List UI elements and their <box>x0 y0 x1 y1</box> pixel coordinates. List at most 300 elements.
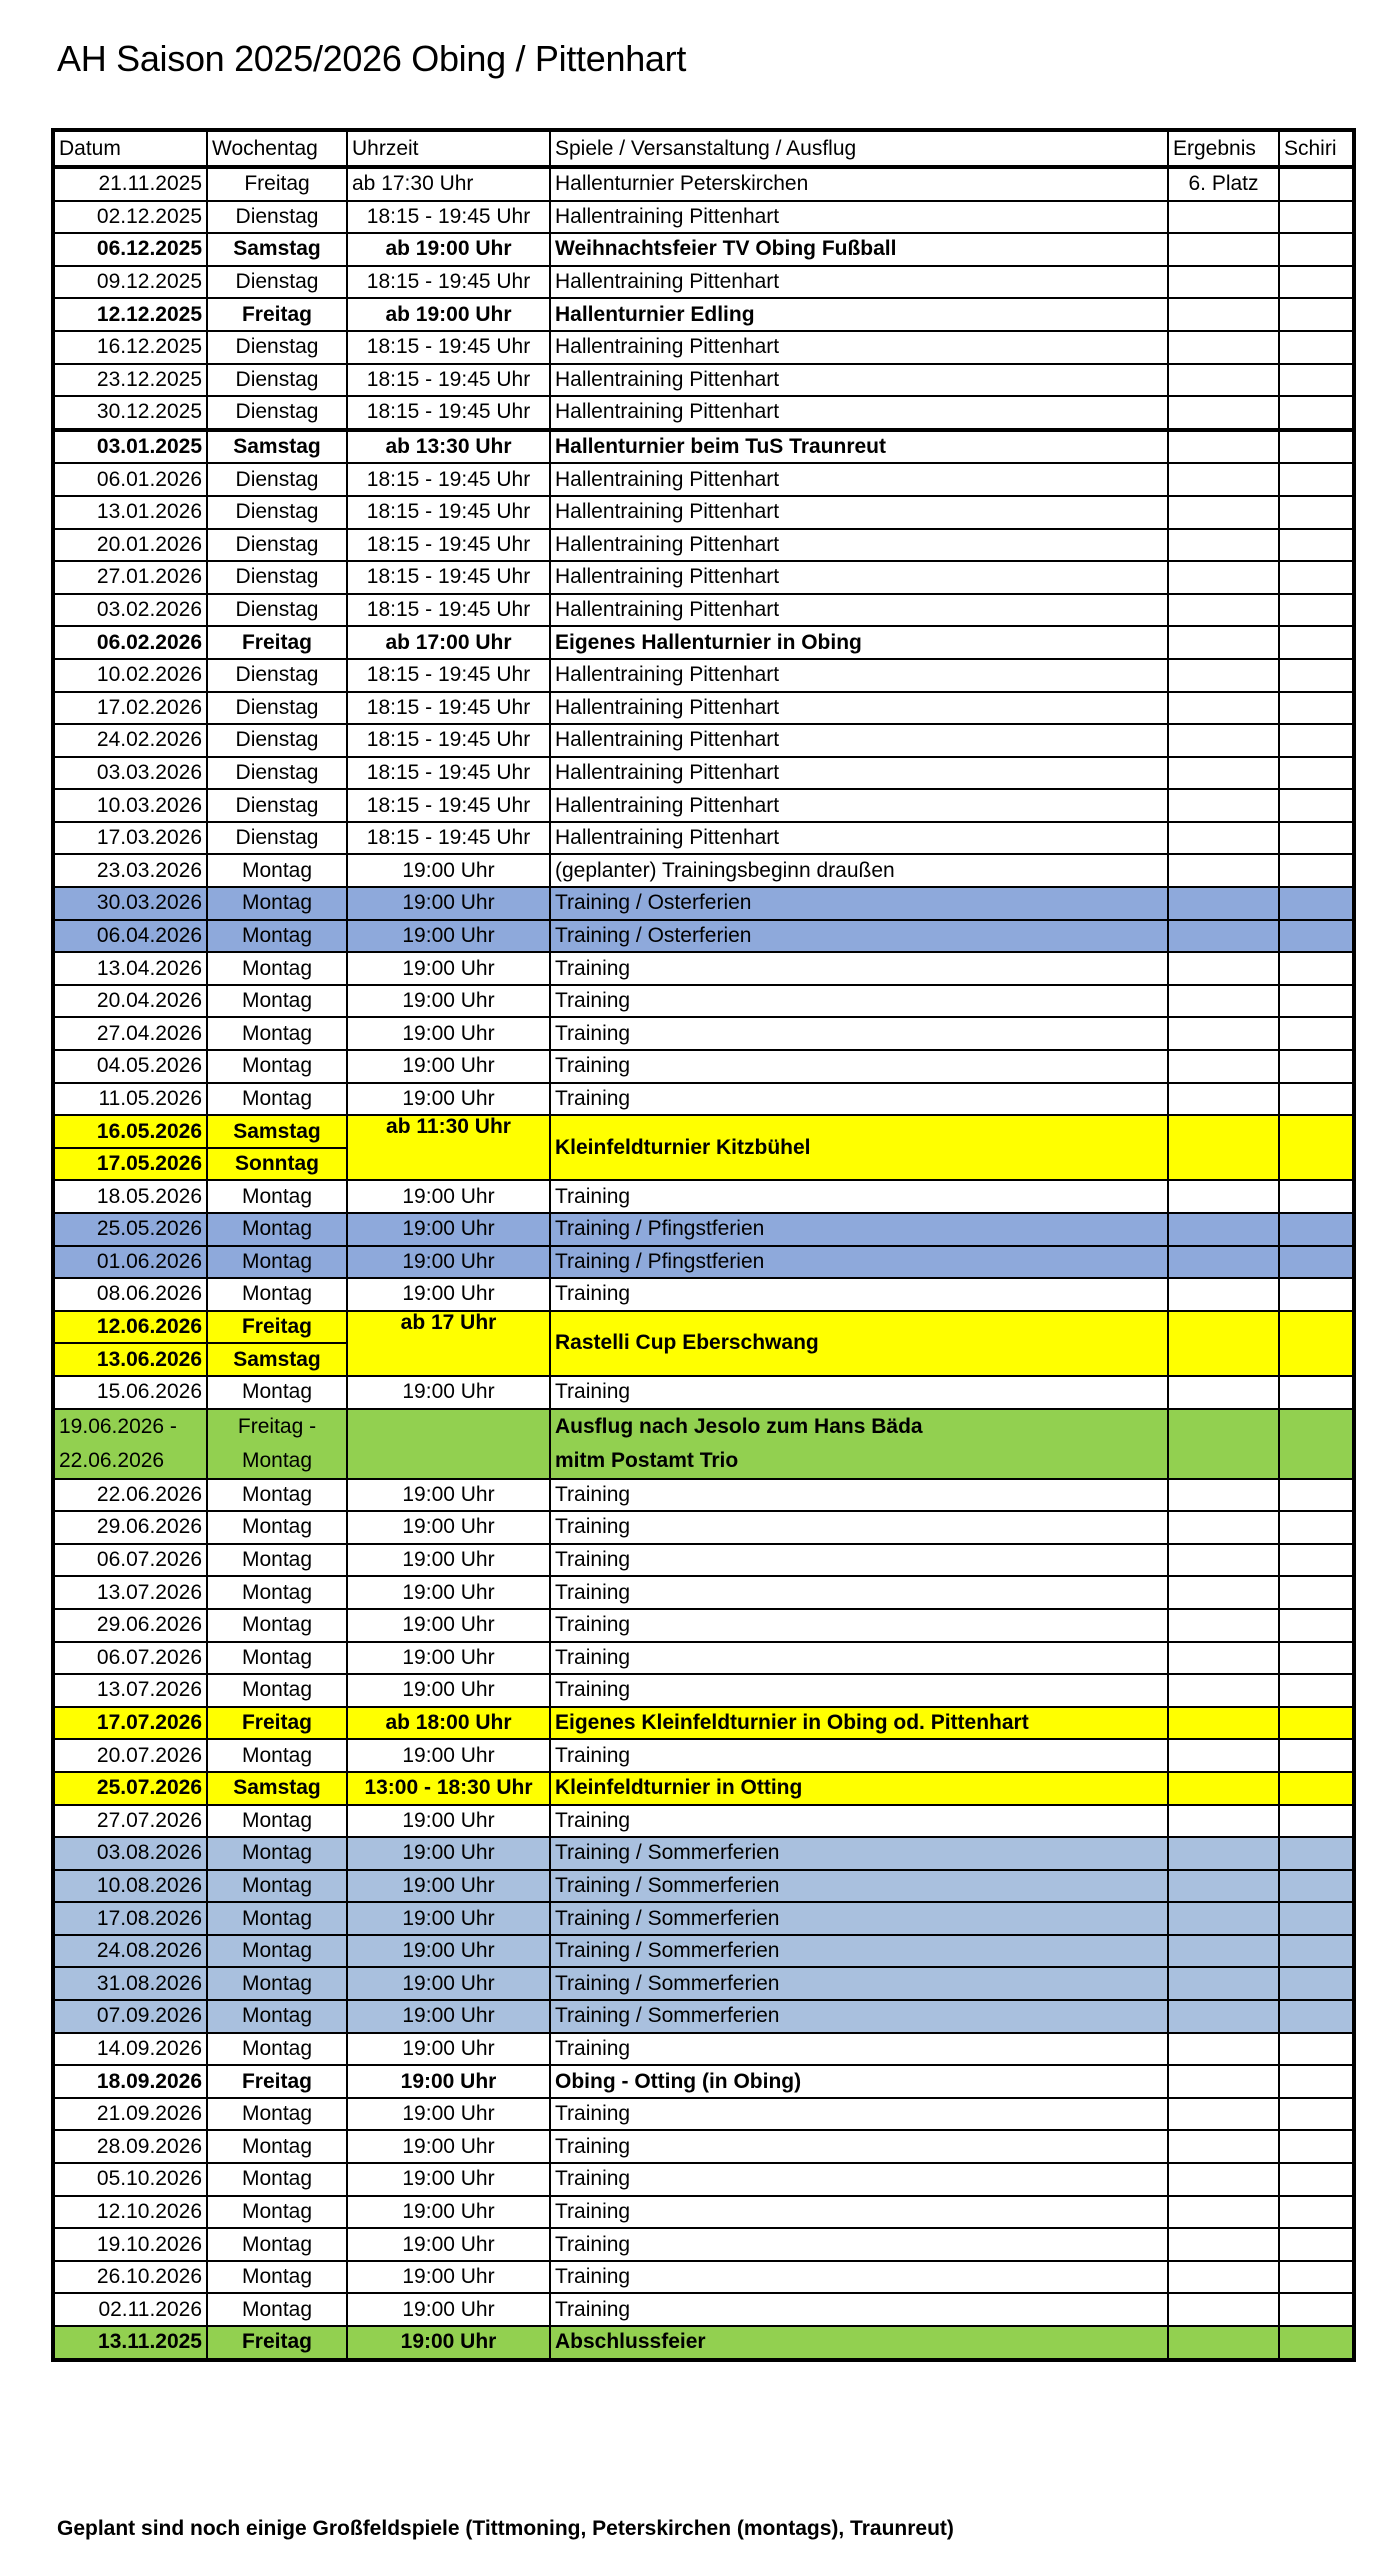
cell-schiri[interactable] <box>1279 1544 1354 1577</box>
cell-wochentag: Dienstag <box>207 692 347 725</box>
cell-datum: 17.07.2026 <box>53 1707 207 1740</box>
table-row <box>53 789 1354 822</box>
cell-ergebnis[interactable] <box>1168 1576 1279 1609</box>
cell-wochentag: Freitag <box>207 1707 347 1740</box>
cell-datum: 16.05.2026 <box>53 1115 207 1148</box>
cell-schiri[interactable] <box>1279 1674 1354 1707</box>
cell-uhrzeit: 19:00 Uhr <box>347 1739 550 1772</box>
cell-wochentag: Montag <box>207 2098 347 2131</box>
table-row <box>53 887 1354 920</box>
cell-ergebnis[interactable] <box>1168 2326 1279 2360</box>
cell-wochentag: Dienstag <box>207 594 347 627</box>
cell-spiele: Hallentraining Pittenhart <box>550 561 1168 594</box>
cell-schiri[interactable] <box>1279 822 1354 855</box>
cell-ergebnis[interactable] <box>1168 1278 1279 1311</box>
table-row <box>53 1511 1354 1544</box>
cell-schiri[interactable] <box>1279 1902 1354 1935</box>
cell-ergebnis[interactable] <box>1168 201 1279 234</box>
cell-schiri[interactable] <box>1279 1409 1354 1479</box>
cell-ergebnis[interactable] <box>1168 659 1279 692</box>
cell-spiele: Training <box>550 2033 1168 2066</box>
cell-ergebnis[interactable] <box>1168 1180 1279 1213</box>
cell-wochentag: Montag <box>207 1967 347 2000</box>
cell-spiele: Hallenturnier beim TuS Traunreut <box>550 430 1168 464</box>
cell-uhrzeit: 19:00 Uhr <box>347 2000 550 2033</box>
cell-ergebnis[interactable] <box>1168 364 1279 397</box>
table-row <box>53 1609 1354 1642</box>
cell-ergebnis[interactable] <box>1168 331 1279 364</box>
cell-wochentag: Samstag <box>207 1115 347 1148</box>
cell-datum: 17.02.2026 <box>53 692 207 725</box>
cell-schiri[interactable] <box>1279 1017 1354 1050</box>
cell-ergebnis[interactable] <box>1168 1772 1279 1805</box>
cell-datum: 12.10.2026 <box>53 2196 207 2229</box>
cell-uhrzeit: ab 18:00 Uhr <box>347 1707 550 1740</box>
cell-schiri[interactable] <box>1279 1935 1354 1968</box>
cell-datum: 03.03.2026 <box>53 757 207 790</box>
cell-ergebnis[interactable] <box>1168 822 1279 855</box>
table-row <box>53 1902 1354 1935</box>
table-row <box>53 659 1354 692</box>
cell-datum: 12.12.2025 <box>53 298 207 331</box>
cell-spiele: Training <box>550 2261 1168 2294</box>
cell-schiri[interactable] <box>1279 724 1354 757</box>
table-row <box>53 985 1354 1018</box>
date-to: 22.06.2026 <box>59 1448 165 1472</box>
cell-ergebnis[interactable] <box>1168 233 1279 266</box>
cell-ergebnis[interactable] <box>1168 1479 1279 1512</box>
cell-datum: 21.09.2026 <box>53 2098 207 2131</box>
weekday-to: Montag <box>241 1448 313 1472</box>
cell-ergebnis[interactable] <box>1168 985 1279 1018</box>
cell-schiri[interactable] <box>1279 1180 1354 1213</box>
cell-datum: 13.04.2026 <box>53 952 207 985</box>
cell-schiri[interactable] <box>1279 757 1354 790</box>
cell-uhrzeit: 18:15 - 19:45 Uhr <box>347 724 550 757</box>
table-row <box>53 952 1354 985</box>
cell-wochentag: Montag <box>207 1837 347 1870</box>
cell-wochentag: Freitag <box>207 626 347 659</box>
cell-uhrzeit: 19:00 Uhr <box>347 1837 550 1870</box>
cell-spiele: Training <box>550 985 1168 1018</box>
cell-schiri[interactable] <box>1279 1805 1354 1838</box>
cell-datum: 28.09.2026 <box>53 2130 207 2163</box>
table-row <box>53 1376 1354 1409</box>
cell-schiri[interactable] <box>1279 2326 1354 2360</box>
cell-schiri[interactable] <box>1279 985 1354 1018</box>
cell-datum: 20.07.2026 <box>53 1739 207 1772</box>
cell-datum: 09.12.2025 <box>53 266 207 299</box>
cell-uhrzeit: 18:15 - 19:45 Uhr <box>347 822 550 855</box>
cell-schiri[interactable] <box>1279 1246 1354 1279</box>
cell-ergebnis[interactable] <box>1168 1609 1279 1642</box>
cell-ergebnis[interactable] <box>1168 298 1279 331</box>
cell-schiri[interactable] <box>1279 854 1354 887</box>
cell-schiri[interactable] <box>1279 1115 1354 1180</box>
cell-schiri[interactable] <box>1279 1870 1354 1903</box>
cell-uhrzeit: 19:00 Uhr <box>347 2065 550 2098</box>
cell-ergebnis[interactable] <box>1168 594 1279 627</box>
cell-spiele: Kleinfeldturnier in Otting <box>550 1772 1168 1805</box>
cell-ergebnis[interactable] <box>1168 2293 1279 2326</box>
cell-datum: 22.06.2026 <box>53 1479 207 1512</box>
cell-schiri[interactable] <box>1279 1739 1354 1772</box>
table-row <box>53 396 1354 430</box>
cell-schiri[interactable] <box>1279 2065 1354 2098</box>
cell-wochentag: Montag <box>207 1479 347 1512</box>
cell-datum: 20.01.2026 <box>53 529 207 562</box>
cell-schiri[interactable] <box>1279 659 1354 692</box>
cell-ergebnis[interactable] <box>1168 1739 1279 1772</box>
cell-ergebnis[interactable] <box>1168 1115 1279 1180</box>
cell-wochentag: Montag <box>207 1576 347 1609</box>
cell-schiri[interactable] <box>1279 1376 1354 1409</box>
cell-schiri[interactable] <box>1279 952 1354 985</box>
table-row <box>53 2098 1354 2131</box>
cell-ergebnis[interactable] <box>1168 1511 1279 1544</box>
cell-schiri[interactable] <box>1279 626 1354 659</box>
table-row <box>53 2326 1354 2360</box>
header-wochentag: Wochentag <box>207 130 347 167</box>
header-schiri: Schiri <box>1279 130 1354 167</box>
cell-schiri[interactable] <box>1279 2033 1354 2066</box>
cell-schiri[interactable] <box>1279 1213 1354 1246</box>
cell-spiele: Obing - Otting (in Obing) <box>550 2065 1168 2098</box>
table-row <box>53 1739 1354 1772</box>
cell-spiele: Training / Pfingstferien <box>550 1213 1168 1246</box>
cell-uhrzeit: 19:00 Uhr <box>347 920 550 953</box>
cell-schiri[interactable] <box>1279 887 1354 920</box>
cell-datum: 30.03.2026 <box>53 887 207 920</box>
cell-spiele: Training <box>550 2196 1168 2229</box>
cell-schiri[interactable] <box>1279 1772 1354 1805</box>
cell-datum: 20.04.2026 <box>53 985 207 1018</box>
cell-ergebnis[interactable] <box>1168 2261 1279 2294</box>
table-row <box>53 1180 1354 1213</box>
table-row <box>53 1479 1354 1512</box>
cell-datum: 19.10.2026 <box>53 2228 207 2261</box>
cell-uhrzeit: 19:00 Uhr <box>347 1805 550 1838</box>
planning-note: Geplant sind noch einige Großfeldspiele (Tittmoning, Peterskirchen (montags), Traunreut) <box>57 2517 954 2540</box>
cell-schiri[interactable] <box>1279 331 1354 364</box>
cell-uhrzeit: ab 19:00 Uhr <box>347 298 550 331</box>
cell-ergebnis[interactable] <box>1168 1902 1279 1935</box>
cell-ergebnis[interactable] <box>1168 1837 1279 1870</box>
cell-datum: 15.06.2026 <box>53 1376 207 1409</box>
cell-spiele: Training / Osterferien <box>550 887 1168 920</box>
cell-ergebnis[interactable] <box>1168 1376 1279 1409</box>
cell-datum: 11.05.2026 <box>53 1083 207 1116</box>
cell-spiele: (geplanter) Trainingsbeginn draußen <box>550 854 1168 887</box>
cell-wochentag: Montag <box>207 1050 347 1083</box>
cell-uhrzeit: ab 17:00 Uhr <box>347 626 550 659</box>
cell-spiele: Hallenturnier Edling <box>550 298 1168 331</box>
cell-ergebnis[interactable] <box>1168 626 1279 659</box>
cell-schiri[interactable] <box>1279 692 1354 725</box>
cell-uhrzeit: 19:00 Uhr <box>347 1967 550 2000</box>
table-row <box>53 364 1354 397</box>
cell-ergebnis[interactable] <box>1168 1870 1279 1903</box>
cell-schiri[interactable] <box>1279 1511 1354 1544</box>
cell-uhrzeit: 19:00 Uhr <box>347 952 550 985</box>
cell-uhrzeit: 19:00 Uhr <box>347 854 550 887</box>
cell-ergebnis[interactable] <box>1168 887 1279 920</box>
cell-schiri[interactable] <box>1279 1050 1354 1083</box>
cell-ergebnis[interactable] <box>1168 396 1279 430</box>
cell-ergebnis[interactable] <box>1168 1050 1279 1083</box>
cell-schiri[interactable] <box>1279 233 1354 266</box>
cell-uhrzeit: 19:00 Uhr <box>347 1083 550 1116</box>
cell-ergebnis[interactable] <box>1168 1213 1279 1246</box>
cell-schiri[interactable] <box>1279 2098 1354 2131</box>
table-row <box>53 1311 1354 1344</box>
cell-uhrzeit: 19:00 Uhr <box>347 1213 550 1246</box>
cell-datum: 24.08.2026 <box>53 1935 207 1968</box>
cell-schiri[interactable] <box>1279 167 1354 201</box>
cell-schiri[interactable] <box>1279 364 1354 397</box>
cell-ergebnis[interactable] <box>1168 920 1279 953</box>
cell-spiele: Training <box>550 1376 1168 1409</box>
cell-schiri[interactable] <box>1279 2196 1354 2229</box>
cell-schiri[interactable] <box>1279 2000 1354 2033</box>
cell-ergebnis[interactable] <box>1168 952 1279 985</box>
page-title: AH Saison 2025/2026 Obing / Pittenhart <box>57 38 687 79</box>
cell-ergebnis[interactable] <box>1168 1409 1279 1479</box>
cell-ergebnis[interactable] <box>1168 789 1279 822</box>
cell-uhrzeit: 18:15 - 19:45 Uhr <box>347 463 550 496</box>
cell-spiele: Training <box>550 1180 1168 1213</box>
cell-schiri[interactable] <box>1279 430 1354 464</box>
cell-datum: 05.10.2026 <box>53 2163 207 2196</box>
cell-wochentag: Montag <box>207 1739 347 1772</box>
cell-datum: 01.06.2026 <box>53 1246 207 1279</box>
cell-uhrzeit: 19:00 Uhr <box>347 1511 550 1544</box>
cell-spiele: Hallentraining Pittenhart <box>550 463 1168 496</box>
cell-datum: 29.06.2026 <box>53 1511 207 1544</box>
table-row <box>53 1213 1354 1246</box>
cell-spiele: Hallentraining Pittenhart <box>550 396 1168 430</box>
cell-spiele: Hallentraining Pittenhart <box>550 757 1168 790</box>
cell-ergebnis[interactable] <box>1168 1017 1279 1050</box>
cell-datum: 13.01.2026 <box>53 496 207 529</box>
cell-ergebnis[interactable] <box>1168 2196 1279 2229</box>
cell-schiri[interactable] <box>1279 2130 1354 2163</box>
cell-wochentag: Dienstag <box>207 529 347 562</box>
cell-datum: 06.01.2026 <box>53 463 207 496</box>
cell-schiri[interactable] <box>1279 920 1354 953</box>
table-row <box>53 2033 1354 2066</box>
cell-wochentag: Freitag <box>207 2326 347 2360</box>
table-row <box>53 2163 1354 2196</box>
cell-wochentag: Montag <box>207 2228 347 2261</box>
cell-ergebnis[interactable] <box>1168 854 1279 887</box>
cell-ergebnis[interactable] <box>1168 2098 1279 2131</box>
cell-ergebnis[interactable] <box>1168 561 1279 594</box>
table-row <box>53 920 1354 953</box>
cell-uhrzeit: 19:00 Uhr <box>347 1180 550 1213</box>
cell-ergebnis[interactable] <box>1168 2228 1279 2261</box>
cell-schiri[interactable] <box>1279 1479 1354 1512</box>
cell-spiele <box>550 1409 1168 1479</box>
cell-wochentag: Dienstag <box>207 331 347 364</box>
cell-spiele: Training <box>550 2293 1168 2326</box>
cell-spiele: Eigenes Hallenturnier in Obing <box>550 626 1168 659</box>
cell-ergebnis[interactable] <box>1168 463 1279 496</box>
cell-schiri[interactable] <box>1279 1967 1354 2000</box>
cell-ergebnis[interactable] <box>1168 757 1279 790</box>
cell-ergebnis[interactable] <box>1168 1707 1279 1740</box>
cell-ergebnis[interactable] <box>1168 692 1279 725</box>
cell-wochentag: Montag <box>207 1083 347 1116</box>
cell-schiri[interactable] <box>1279 396 1354 430</box>
cell-ergebnis[interactable] <box>1168 1246 1279 1279</box>
table-row <box>53 626 1354 659</box>
cell-schiri[interactable] <box>1279 594 1354 627</box>
cell-wochentag: Montag <box>207 854 347 887</box>
cell-schiri[interactable] <box>1279 1707 1354 1740</box>
cell-uhrzeit: 19:00 Uhr <box>347 2261 550 2294</box>
cell-ergebnis[interactable] <box>1168 2000 1279 2033</box>
cell-ergebnis[interactable] <box>1168 1083 1279 1116</box>
cell-schiri[interactable] <box>1279 201 1354 234</box>
weekday-from: Freitag - <box>237 1414 317 1438</box>
cell-uhrzeit: 18:15 - 19:45 Uhr <box>347 331 550 364</box>
cell-uhrzeit: 19:00 Uhr <box>347 1674 550 1707</box>
table-row <box>53 233 1354 266</box>
cell-uhrzeit: 18:15 - 19:45 Uhr <box>347 659 550 692</box>
cell-wochentag: Montag <box>207 1180 347 1213</box>
cell-ergebnis[interactable] <box>1168 2065 1279 2098</box>
table-row <box>53 1576 1354 1609</box>
table-row <box>53 1870 1354 1903</box>
cell-ergebnis[interactable] <box>1168 1967 1279 2000</box>
cell-schiri[interactable] <box>1279 2228 1354 2261</box>
cell-ergebnis[interactable]: 6. Platz <box>1168 167 1279 201</box>
cell-uhrzeit: ab 17 Uhr <box>347 1311 550 1376</box>
cell-wochentag <box>207 1409 347 1479</box>
cell-schiri[interactable] <box>1279 1311 1354 1376</box>
cell-uhrzeit: 19:00 Uhr <box>347 2163 550 2196</box>
cell-datum: 13.07.2026 <box>53 1576 207 1609</box>
cell-uhrzeit: 19:00 Uhr <box>347 1017 550 1050</box>
cell-ergebnis[interactable] <box>1168 496 1279 529</box>
cell-uhrzeit: 19:00 Uhr <box>347 1576 550 1609</box>
cell-ergebnis[interactable] <box>1168 1642 1279 1675</box>
cell-uhrzeit <box>347 1409 550 1479</box>
cell-datum: 07.09.2026 <box>53 2000 207 2033</box>
cell-wochentag: Dienstag <box>207 201 347 234</box>
cell-ergebnis[interactable] <box>1168 430 1279 464</box>
header-datum: Datum <box>53 130 207 167</box>
cell-schiri[interactable] <box>1279 2163 1354 2196</box>
cell-ergebnis[interactable] <box>1168 1674 1279 1707</box>
cell-spiele: Training <box>550 1544 1168 1577</box>
cell-datum: 06.07.2026 <box>53 1544 207 1577</box>
cell-uhrzeit: 19:00 Uhr <box>347 1870 550 1903</box>
cell-ergebnis[interactable] <box>1168 724 1279 757</box>
cell-schiri[interactable] <box>1279 2261 1354 2294</box>
cell-ergebnis[interactable] <box>1168 1311 1279 1376</box>
cell-uhrzeit: 18:15 - 19:45 Uhr <box>347 757 550 790</box>
cell-spiele: Training / Sommerferien <box>550 1902 1168 1935</box>
table-row <box>53 1083 1354 1116</box>
cell-ergebnis[interactable] <box>1168 1805 1279 1838</box>
cell-datum <box>53 1409 207 1479</box>
cell-ergebnis[interactable] <box>1168 2033 1279 2066</box>
cell-spiele: Training / Sommerferien <box>550 1870 1168 1903</box>
cell-spiele: Hallentraining Pittenhart <box>550 692 1168 725</box>
cell-uhrzeit: 19:00 Uhr <box>347 1376 550 1409</box>
cell-schiri[interactable] <box>1279 1278 1354 1311</box>
cell-spiele: Weihnachtsfeier TV Obing Fußball <box>550 233 1168 266</box>
table-row <box>53 201 1354 234</box>
cell-uhrzeit: 19:00 Uhr <box>347 1642 550 1675</box>
cell-uhrzeit: 19:00 Uhr <box>347 2130 550 2163</box>
cell-wochentag: Montag <box>207 1213 347 1246</box>
cell-schiri[interactable] <box>1279 1576 1354 1609</box>
cell-schiri[interactable] <box>1279 496 1354 529</box>
cell-uhrzeit: 18:15 - 19:45 Uhr <box>347 789 550 822</box>
table-row <box>53 1246 1354 1279</box>
cell-schiri[interactable] <box>1279 1837 1354 1870</box>
cell-schiri[interactable] <box>1279 298 1354 331</box>
cell-schiri[interactable] <box>1279 1083 1354 1116</box>
cell-schiri[interactable] <box>1279 1609 1354 1642</box>
cell-spiele: Training <box>550 1017 1168 1050</box>
cell-ergebnis[interactable] <box>1168 2130 1279 2163</box>
cell-datum: 03.08.2026 <box>53 1837 207 1870</box>
cell-wochentag: Freitag <box>207 167 347 201</box>
cell-ergebnis[interactable] <box>1168 1544 1279 1577</box>
cell-spiele: Rastelli Cup Eberschwang <box>550 1311 1168 1376</box>
cell-schiri[interactable] <box>1279 2293 1354 2326</box>
cell-schiri[interactable] <box>1279 561 1354 594</box>
cell-ergebnis[interactable] <box>1168 2163 1279 2196</box>
cell-ergebnis[interactable] <box>1168 529 1279 562</box>
cell-spiele: Training / Osterferien <box>550 920 1168 953</box>
cell-ergebnis[interactable] <box>1168 266 1279 299</box>
cell-ergebnis[interactable] <box>1168 1935 1279 1968</box>
table-row <box>53 1278 1354 1311</box>
cell-spiele: Eigenes Kleinfeldturnier in Obing od. Pittenhart <box>550 1707 1168 1740</box>
cell-schiri[interactable] <box>1279 266 1354 299</box>
table-row <box>53 1967 1354 2000</box>
cell-wochentag: Freitag <box>207 298 347 331</box>
cell-spiele: Training <box>550 2163 1168 2196</box>
cell-spiele: Training <box>550 1642 1168 1675</box>
table-row <box>53 1935 1354 1968</box>
cell-uhrzeit: ab 17:30 Uhr <box>347 167 550 201</box>
cell-datum: 06.07.2026 <box>53 1642 207 1675</box>
table-row <box>53 1674 1354 1707</box>
cell-spiele: Hallentraining Pittenhart <box>550 822 1168 855</box>
cell-spiele: Training / Sommerferien <box>550 1837 1168 1870</box>
table-row <box>53 2130 1354 2163</box>
cell-schiri[interactable] <box>1279 1642 1354 1675</box>
cell-schiri[interactable] <box>1279 789 1354 822</box>
cell-datum: 10.02.2026 <box>53 659 207 692</box>
cell-wochentag: Dienstag <box>207 822 347 855</box>
cell-datum: 18.09.2026 <box>53 2065 207 2098</box>
header-ergebnis: Ergebnis <box>1168 130 1279 167</box>
table-row <box>53 757 1354 790</box>
cell-schiri[interactable] <box>1279 529 1354 562</box>
cell-schiri[interactable] <box>1279 463 1354 496</box>
cell-datum: 13.07.2026 <box>53 1674 207 1707</box>
cell-datum: 18.05.2026 <box>53 1180 207 1213</box>
cell-spiele: Training <box>550 1805 1168 1838</box>
cell-uhrzeit: 19:00 Uhr <box>347 2196 550 2229</box>
